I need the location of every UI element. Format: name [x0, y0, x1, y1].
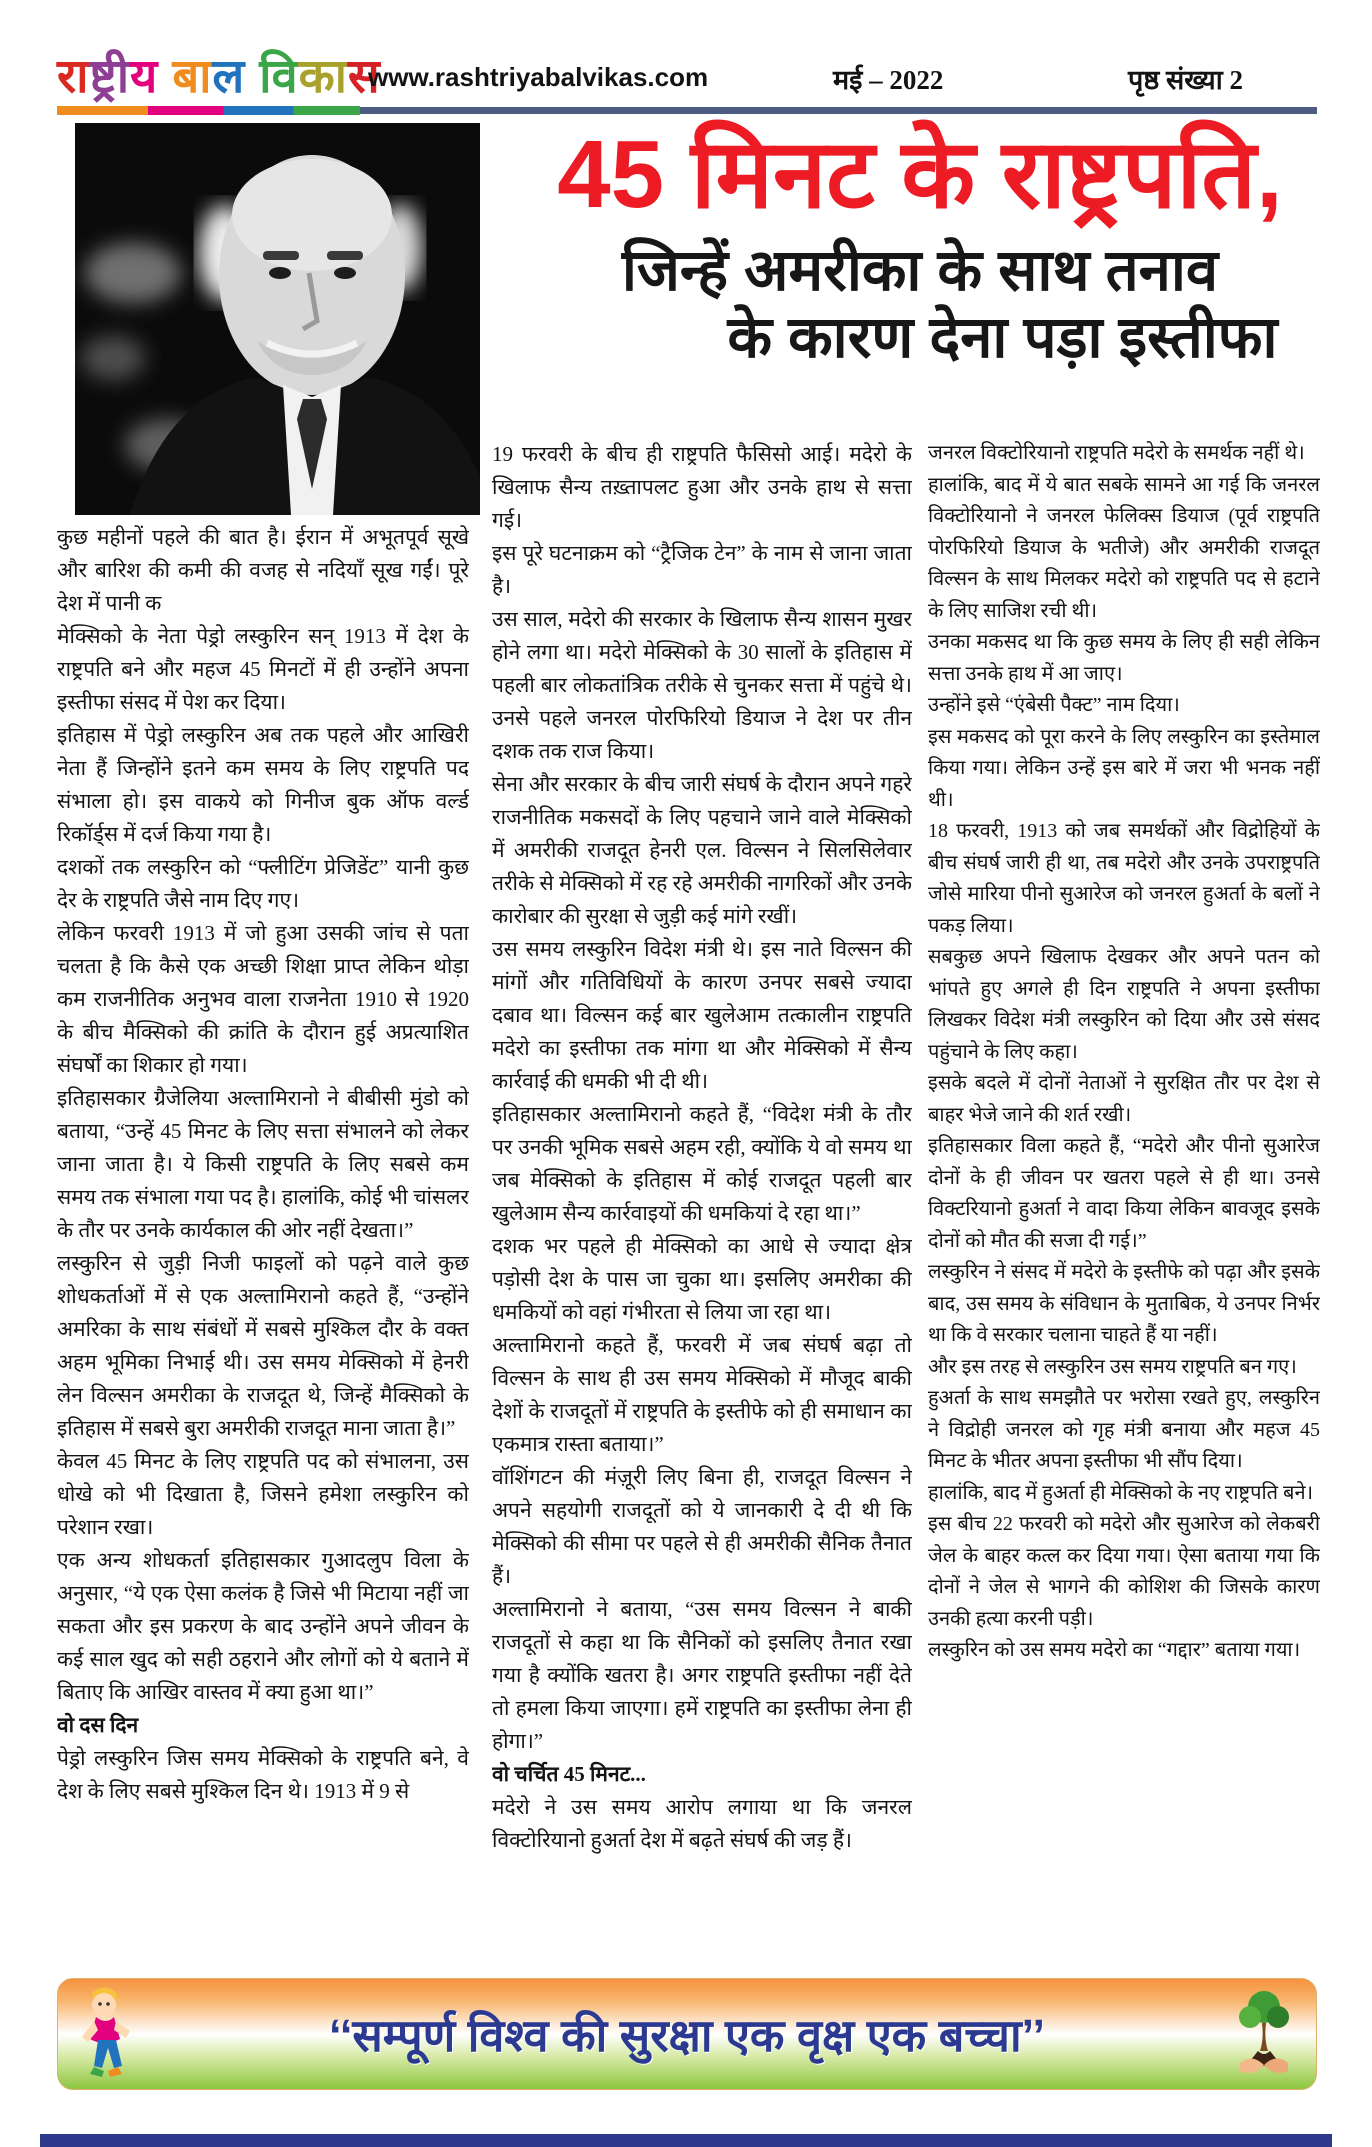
tree-in-hands-illustration — [1228, 1985, 1300, 2085]
paragraph: इतिहासकार ग्रैजेलिया अल्तामिरानो ने बीबीसी मुंडो को बताया, “उन्हें 45 मिनट के लिए सत्ता संभालने को लेकर जाना जाता है। ये किसी राष्ट्रपति के लिए सबसे कम समय तक संभाला गया पद है। हालांकि, कोई भी चांसलर के तौर पर उनके कार्यकाल की ओर नहीं देखता।” — [57, 1086, 469, 1242]
paragraph: मदेरो ने उस समय आरोप लगाया था कि जनरल विक्टोरियानो हुअर्ता देश में बढ़ते संघर्ष की जड़ हैं। — [492, 1795, 912, 1852]
subheading-those-ten-days: वो दस दिन — [57, 1713, 139, 1737]
logo-segment: रा — [57, 49, 90, 102]
article-column-3 — [928, 438, 1320, 1667]
page-number: पृष्ठ संख्या 2 — [1128, 65, 1243, 95]
paragraph: एक अन्य शोधकर्ता इतिहासकार गुआदलुप विला के अनुसार, “ये एक ऐसा कलंक है जिसे भी मिटाया नहीं जा सकता और इस प्रकरण के बाद उन्होंने अपने जीवन के कई साल खुद को सही ठहराने और लोगों को ये बताने में बिताए कि आखिर वास्तव में क्या हुआ था।” — [57, 1548, 469, 1704]
paragraph: जनरल विक्टोरियानो राष्ट्रपति मदेरो के समर्थक नहीं थे। — [928, 442, 1305, 464]
paragraph: उस समय लस्कुरिन विदेश मंत्री थे। इस नाते विल्सन की मांगों और गतिविधियों के कारण उनपर सबसे ज्यादा दबाव था। विल्सन कई बार खुलेआम तत्कालीन राष्ट्रपति मदेरो का इस्तीफा तक मांगा था और मेक्सिको में सैन्य कार्रवाई की धमकी भी दी थी। — [492, 937, 912, 1093]
paragraph: 19 फरवरी के बीच ही राष्ट्रपति फैसिसो आई। मदेरो के खिलाफ सैन्य तख़्तापलट हुआ और उनके हाथ से सत्ता गई। — [492, 442, 912, 532]
child-illustration — [74, 1985, 140, 2085]
paragraph: सेना और सरकार के बीच जारी संघर्ष के दौरान अपने गहरे राजनीतिक मकसदों के लिए पहचाने जाने वाले मेक्सिको में अमरीकी राजदूत हेनरी एल. विल्सन ने सिलसिलेवार तरीके से मेक्सिको में रह रहे अमरीकी नागरिकों और उनके कारोबार की सुरक्षा से जुड़ी कई मांगे रखीं। — [492, 772, 912, 928]
paragraph: मेक्सिको के नेता पेड्रो लस्कुरिन सन् 1913 में देश के राष्ट्रपति बने और महज 45 मिनटों में ही उन्होंने अपना इस्तीफा संसद में पेश कर दिया। — [57, 624, 469, 714]
paragraph: हालांकि, बाद में ये बात सबके सामने आ गई कि जनरल विक्टोरियानो ने जनरल फेलिक्स डियाज (पूर्व राष्ट्रपति पोरफिरियो डियाज के भतीजे) और अमरीकी राजदूत विल्सन के साथ मिलकर मदेरो को राष्ट्रपति पद से हटाने के लिए साजिश रची थी। — [928, 473, 1320, 622]
headline-line-3: के कारण देना पड़ा इस्तीफा — [727, 304, 1278, 370]
article-column-1 — [57, 521, 469, 1808]
paragraph: इस बीच 22 फरवरी को मदेरो और सुआरेज को लेकबरी जेल के बाहर कत्ल कर दिया गया। ऐसा बताया गया कि दोनों ने जेल से भागने की कोशिश की जिसके कारण उनकी हत्या करनी पड़ी। — [928, 1513, 1320, 1630]
paragraph: 18 फरवरी, 1913 को जब समर्थकों और विद्रोहियों के बीच संघर्ष जारी ही था, तब मदेरो और उनके उपराष्ट्रपति जोसे मारिया पीनो सुआरेज को जनरल हुअर्ता के बलों ने पकड़ लिया। — [928, 820, 1320, 937]
page-bottom-border — [40, 2134, 1332, 2147]
paragraph: उनका मकसद था कि कुछ समय के लिए ही सही लेकिन सत्ता उनके हाथ में आ जाए। — [928, 631, 1320, 685]
paragraph: इतिहास में पेड्रो लस्कुरिन अब तक पहले और आखिरी नेता हैं जिन्होंने इतने कम समय के लिए राष्ट्रपति पद संभाला हो। इस वाकये को गिनीज बुक ऑफ वर्ल्ड रिकॉर्ड्स में दर्ज किया गया है। — [57, 723, 469, 846]
subheading-those-famous-45-minutes: वो चर्चित 45 मिनट... — [492, 1762, 646, 1786]
paragraph: कुछ महीनों पहले की बात है। ईरान में अभूतपूर्व सूखे और बारिश की कमी की वजह से नदियाँ सूख गईं। पूरे देश में पानी क — [57, 525, 469, 615]
website-url: www.rashtriyabalvikas.com — [368, 62, 709, 92]
footer-slogan-text: ‘‘सम्पूर्ण विश्व की सुरक्षा एक वृक्ष एक बच्चा’’ — [329, 2009, 1045, 2061]
pedro-lascurain-portrait-photo — [75, 123, 480, 515]
article-column-2 — [492, 438, 912, 1857]
logo-segment: बा — [158, 49, 213, 102]
issue-date: मई – 2022 — [833, 65, 944, 95]
paragraph: उस साल, मदेरो की सरकार के खिलाफ सैन्य शासन मुखर होने लगा था। मदेरो मेक्सिको के 30 सालों के इतिहास में पहली बार लोकतांत्रिक तरीके से चुनकर सत्ता में पहुंचे थे। उनसे पहले जनरल पोरफिरियो डियाज ने देश पर तीन दशक तक राज किया। — [492, 607, 912, 763]
paragraph: हालांकि, बाद में हुअर्ता ही मेक्सिको के नए राष्ट्रपति बने। — [928, 1481, 1314, 1504]
paragraph: दशकों तक लस्कुरिन को “फ्लीटिंग प्रेजिडेंट” यानी कुछ देर के राष्ट्रपति जैसे नाम दिए गए। — [57, 855, 469, 912]
paragraph: लस्कुरिन ने संसद में मदेरो के इस्तीफे को पढ़ा और इसके बाद, उस समय के संविधान के मुताबिक, ये उनपर निर्भर था कि वे सरकार चलाना चाहते हैं या नहीं। — [928, 1261, 1320, 1346]
footer-slogan-banner — [57, 1978, 1317, 2090]
logo-segment: स — [347, 49, 381, 102]
paragraph: लस्कुरिन से जुड़ी निजी फाइलों को पढ़ने वाले कुछ शोधकर्ताओं में से एक अल्तामिरानो कहते हैं, “उन्होंने अमरिका के साथ संबंधों में सबसे मुश्किल दौर के वक्त अहम भूमिका निभाई थी। उस समय मेक्सिको में हेनरी लेन विल्सन अमरीका के राजदूत थे, जिन्हें मैक्सिको के इतिहास में सबसे बुरा अमरीकी राजदूत माना जाता है।” — [57, 1251, 469, 1440]
logo-segment: ल — [212, 49, 246, 102]
paragraph: इस मकसद को पूरा करने के लिए लस्कुरिन का इस्तेमाल किया गया। लेकिन उन्हें इस बारे में जरा भी भनक नहीं थी। — [928, 725, 1320, 811]
paragraph: दशक भर पहले ही मेक्सिको का आधे से ज्यादा क्षेत्र पड़ोसी देश के पास जा चुका था। इसलिए अमरीका की धमकियों को वहां गंभीरता से लिया जा रहा था। — [492, 1234, 912, 1324]
paragraph: अल्तामिरानो कहते हैं, फरवरी में जब संघर्ष बढ़ा तो विल्सन के साथ ही उस समय मेक्सिको में मौजूद बाकी देशों के राजदूतों में राष्ट्रपति के इस्तीफे को ही समाधान का एकमात्र रास्ता बताया।” — [492, 1333, 912, 1456]
paragraph: हुअर्ता के साथ समझौते पर भरोसा रखते हुए, लस्कुरिन ने विद्रोही जनरल को गृह मंत्री बनाया और महज 45 मिनट के भीतर अपना इस्तीफा भी सौंप दिया। — [928, 1387, 1320, 1472]
paragraph: उन्होंने इसे “एंबेसी पैक्ट” नाम दिया। — [928, 694, 1180, 716]
paragraph: केवल 45 मिनट के लिए राष्ट्रपति पद को संभालना, उस धोखे को भी दिखाता है, जिसने हमेशा लस्कुरिन को परेशान रखा। — [57, 1449, 469, 1539]
logo-segment: य — [130, 49, 159, 102]
paragraph: पेड्रो लस्कुरिन जिस समय मेक्सिको के राष्ट्रपति बने, वे देश के लिए सबसे मुश्किल दिन थे। 1913 में 9 से — [57, 1746, 469, 1803]
logo-underline — [57, 106, 360, 115]
logo-segment: ष्ट्री — [89, 49, 131, 102]
headline-line-2: जिन्हें अमरीका के साथ तनाव — [621, 237, 1219, 303]
article-headline — [478, 114, 1362, 372]
paragraph: लस्कुरिन को उस समय मदेरो का “गद्दार” बताया गया। — [928, 1639, 1301, 1661]
newspaper-logo — [57, 42, 381, 106]
paragraph: अल्तामिरानो ने बताया, “उस समय विल्सन ने बाकी राजदूतों से कहा था कि सैनिकों को इसलिए तैनात रखा गया है क्योंकि खतरा है। अगर राष्ट्रपति इस्तीफा नहीं देते तो हमला किया जाएगा। हमें राष्ट्रपति का इस्तीफा लेना ही होगा।” — [492, 1597, 912, 1753]
paragraph: इतिहासकार विला कहते हैं, “मदेरो और पीनो सुआरेज दोनों के ही जीवन पर खतरा पहले से ही था। उनसे विक्टरियानो हुअर्ता ने वादा किया लेकिन बावजूद इसके दोनों को मौत की सजा दी गई।” — [928, 1135, 1320, 1252]
paragraph: इसके बदले में दोनों नेताओं ने सुरक्षित तौर पर देश से बाहर भेजे जाने की शर्त रखी। — [928, 1072, 1320, 1126]
header-rule — [360, 107, 1317, 114]
paragraph: इस पूरे घटनाक्रम को “ट्रैजिक टेन” के नाम से जाना जाता है। — [492, 541, 912, 598]
logo-segment: वि — [245, 49, 299, 102]
paragraph: लेकिन फरवरी 1913 में जो हुआ उसकी जांच से पता चलता है कि कैसे एक अच्छी शिक्षा प्राप्त लेकिन थोड़ा कम राजनीतिक अनुभव वाला राजनेता 1910 से 1920 के बीच मैक्सिको की क्रांति के दौरान हुई अप्रत्याशित संघर्षों का शिकार हो गया। — [57, 921, 469, 1077]
paragraph: और इस तरह से लस्कुरिन उस समय राष्ट्रपति बन गए। — [928, 1355, 1297, 1378]
logo-segment: का — [298, 49, 348, 102]
paragraph: इतिहासकार अल्तामिरानो कहते हैं, “विदेश मंत्री के तौर पर उनकी भूमिक सबसे अहम रही, क्योंकि ये वो समय था जब मेक्सिको के इतिहास में कोई राजदूत पहली बार खुलेआम सैन्य कार्रवाइयों की धमकियां दे रहा था।” — [492, 1102, 912, 1225]
headline-line-red: 45 मिनट के राष्ट्रपति, — [557, 121, 1283, 228]
paragraph: वॉशिंगटन की मंज़ूरी लिए बिना ही, राजदूत विल्सन ने अपने सहयोगी राजदूतों को ये जानकारी दे दी थी कि मेक्सिको की सीमा पर पहले से ही अमरीकी सैनिक तैनात हैं। — [492, 1465, 912, 1588]
paragraph: सबकुछ अपने खिलाफ देखकर और अपने पतन को भांपते हुए अगले ही दिन राष्ट्रपति ने अपना इस्तीफा लिखकर विदेश मंत्री लस्कुरिन को दिया और उसे संसद पहुंचाने के लिए कहा। — [928, 946, 1320, 1063]
